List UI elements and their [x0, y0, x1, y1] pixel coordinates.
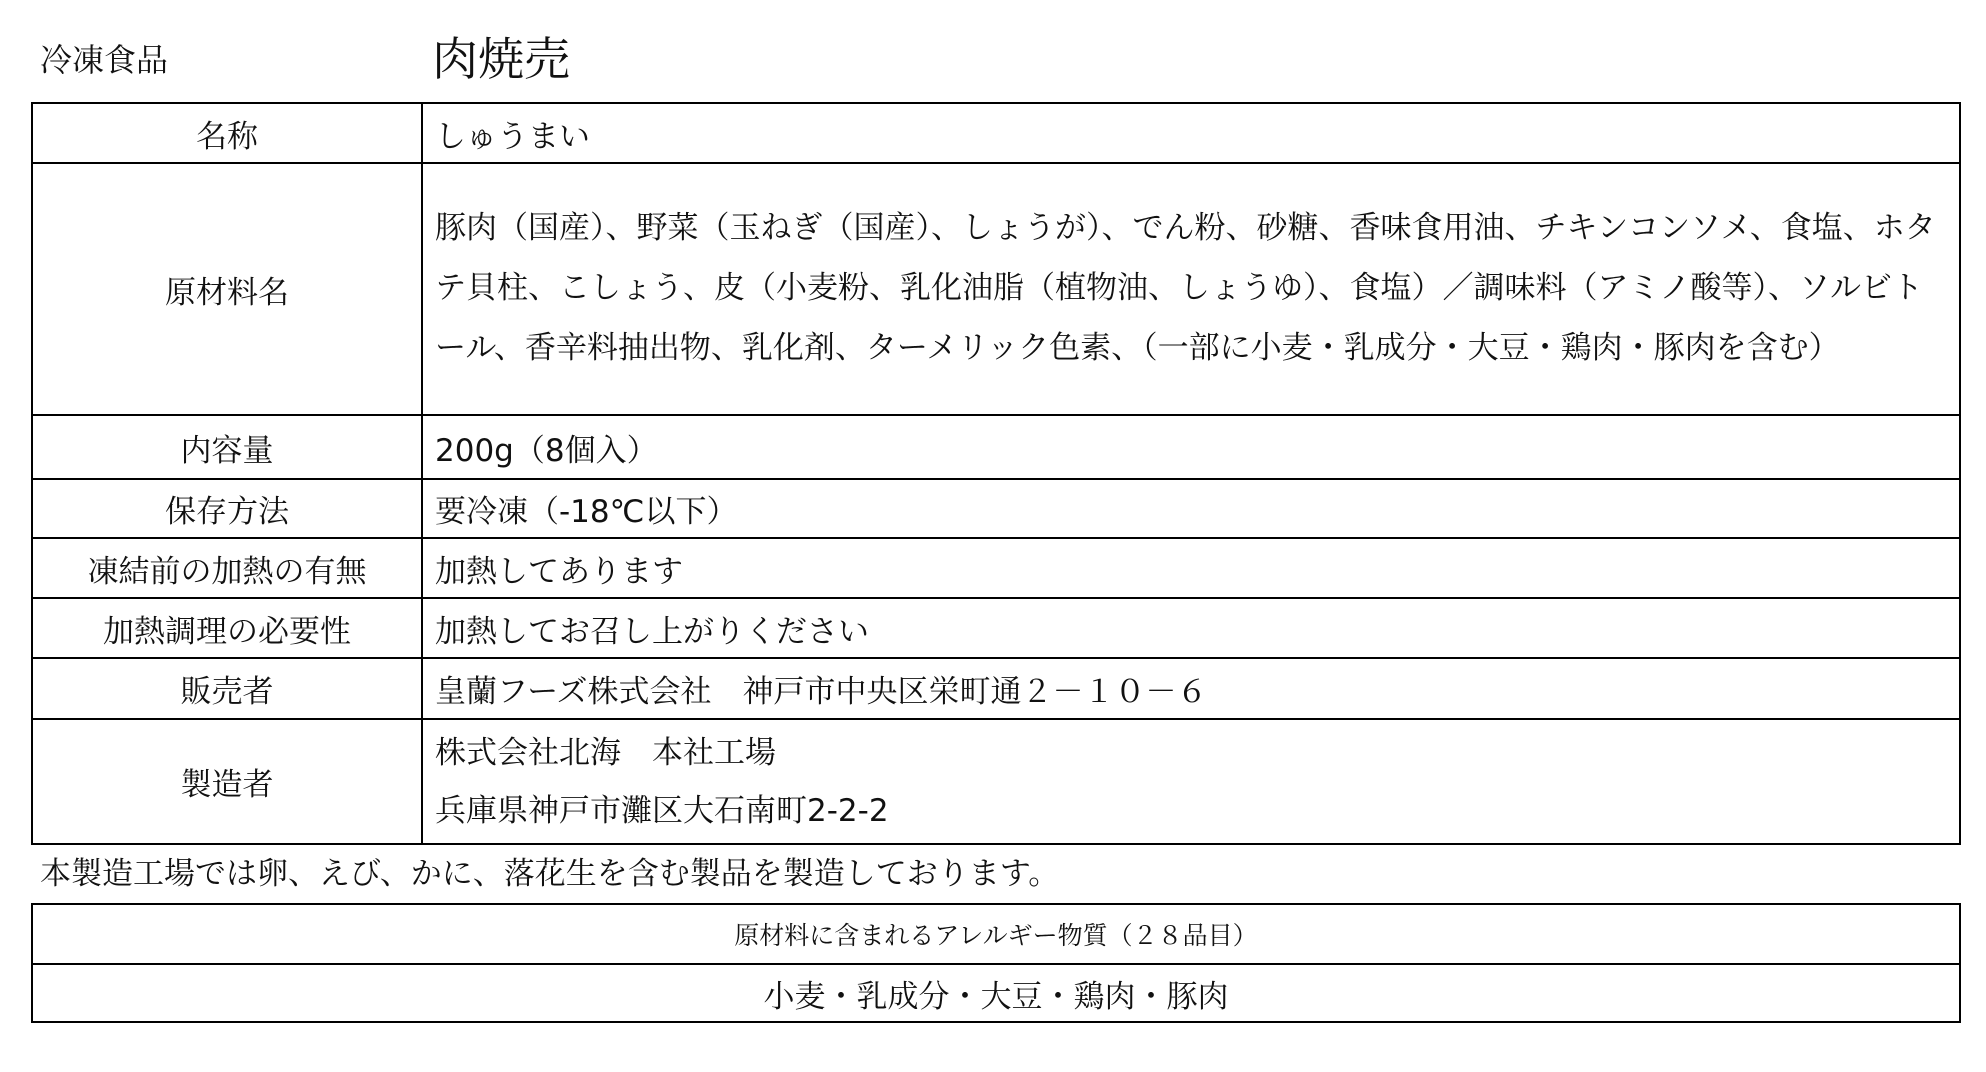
label-storage-key: 保存方法: [32, 479, 422, 538]
table-row: [32, 658, 1960, 719]
product-title: 肉焼売: [432, 32, 570, 86]
label-name-key: 名称: [32, 103, 422, 163]
label-name-value: しゅうまい: [422, 103, 1960, 163]
label-manufacturer-value: [422, 719, 1960, 844]
table-row: [32, 163, 1960, 415]
table-row: [32, 598, 1960, 658]
label-ingredients-key: 原材料名: [32, 163, 422, 415]
factory-allergen-notice: 本製造工場では卵、えび、かに、落花生を含む製品を製造しております。: [40, 856, 1060, 892]
allergen-items: 小麦・乳成分・大豆・鶏肉・豚肉: [32, 964, 1960, 1022]
allergen-table: [31, 903, 1961, 1023]
label-ingredients-value: [422, 163, 1960, 415]
label-manufacturer-key: 製造者: [32, 719, 422, 844]
label-seller-value: 皇蘭フーズ株式会社 神戸市中央区栄町通２－１０－６: [422, 658, 1960, 719]
table-row: [32, 479, 1960, 538]
label-content-value: 200g（8個入）: [422, 415, 1960, 479]
label-storage-value: 要冷凍（-18℃以下）: [422, 479, 1960, 538]
manufacturer-name: 株式会社北海 本社工場: [435, 734, 776, 771]
table-row: [32, 964, 1960, 1022]
table-row: [32, 904, 1960, 964]
product-category: 冷凍食品: [40, 41, 169, 79]
table-row: [32, 719, 1960, 844]
label-preheat-key: 凍結前の加熱の有無: [32, 538, 422, 598]
label-seller-key: 販売者: [32, 658, 422, 719]
label-cooking-value: 加熱してお召し上がりください: [422, 598, 1960, 658]
table-row: [32, 103, 1960, 163]
allergen-heading: 原材料に含まれるアレルギー物質（２８品目）: [32, 904, 1960, 964]
table-row: [32, 538, 1960, 598]
manufacturer-address: 兵庫県神戸市灘区大石南町2-2-2: [435, 792, 889, 829]
label-content-key: 内容量: [32, 415, 422, 479]
label-cooking-key: 加熱調理の必要性: [32, 598, 422, 658]
table-row: [32, 415, 1960, 479]
ingredients-text: 豚肉（国産）、野菜（玉ねぎ（国産）、しょうが）、でん粉、砂糖、香味食用油、チキンコンソメ、食塩、ホタテ貝柱、こしょう、皮（小麦粉、乳化油脂（植物油、しょうゆ）、食塩）／調味料（アミノ酸等）、ソルビトール、香辛料抽出物、乳化剤、ターメリック色素、（一部に小麦・乳成分・大豆・鶏肉・豚肉を含む）: [435, 210, 1936, 366]
label-preheat-value: 加熱してあります: [422, 538, 1960, 598]
food-label-table: [31, 102, 1961, 845]
